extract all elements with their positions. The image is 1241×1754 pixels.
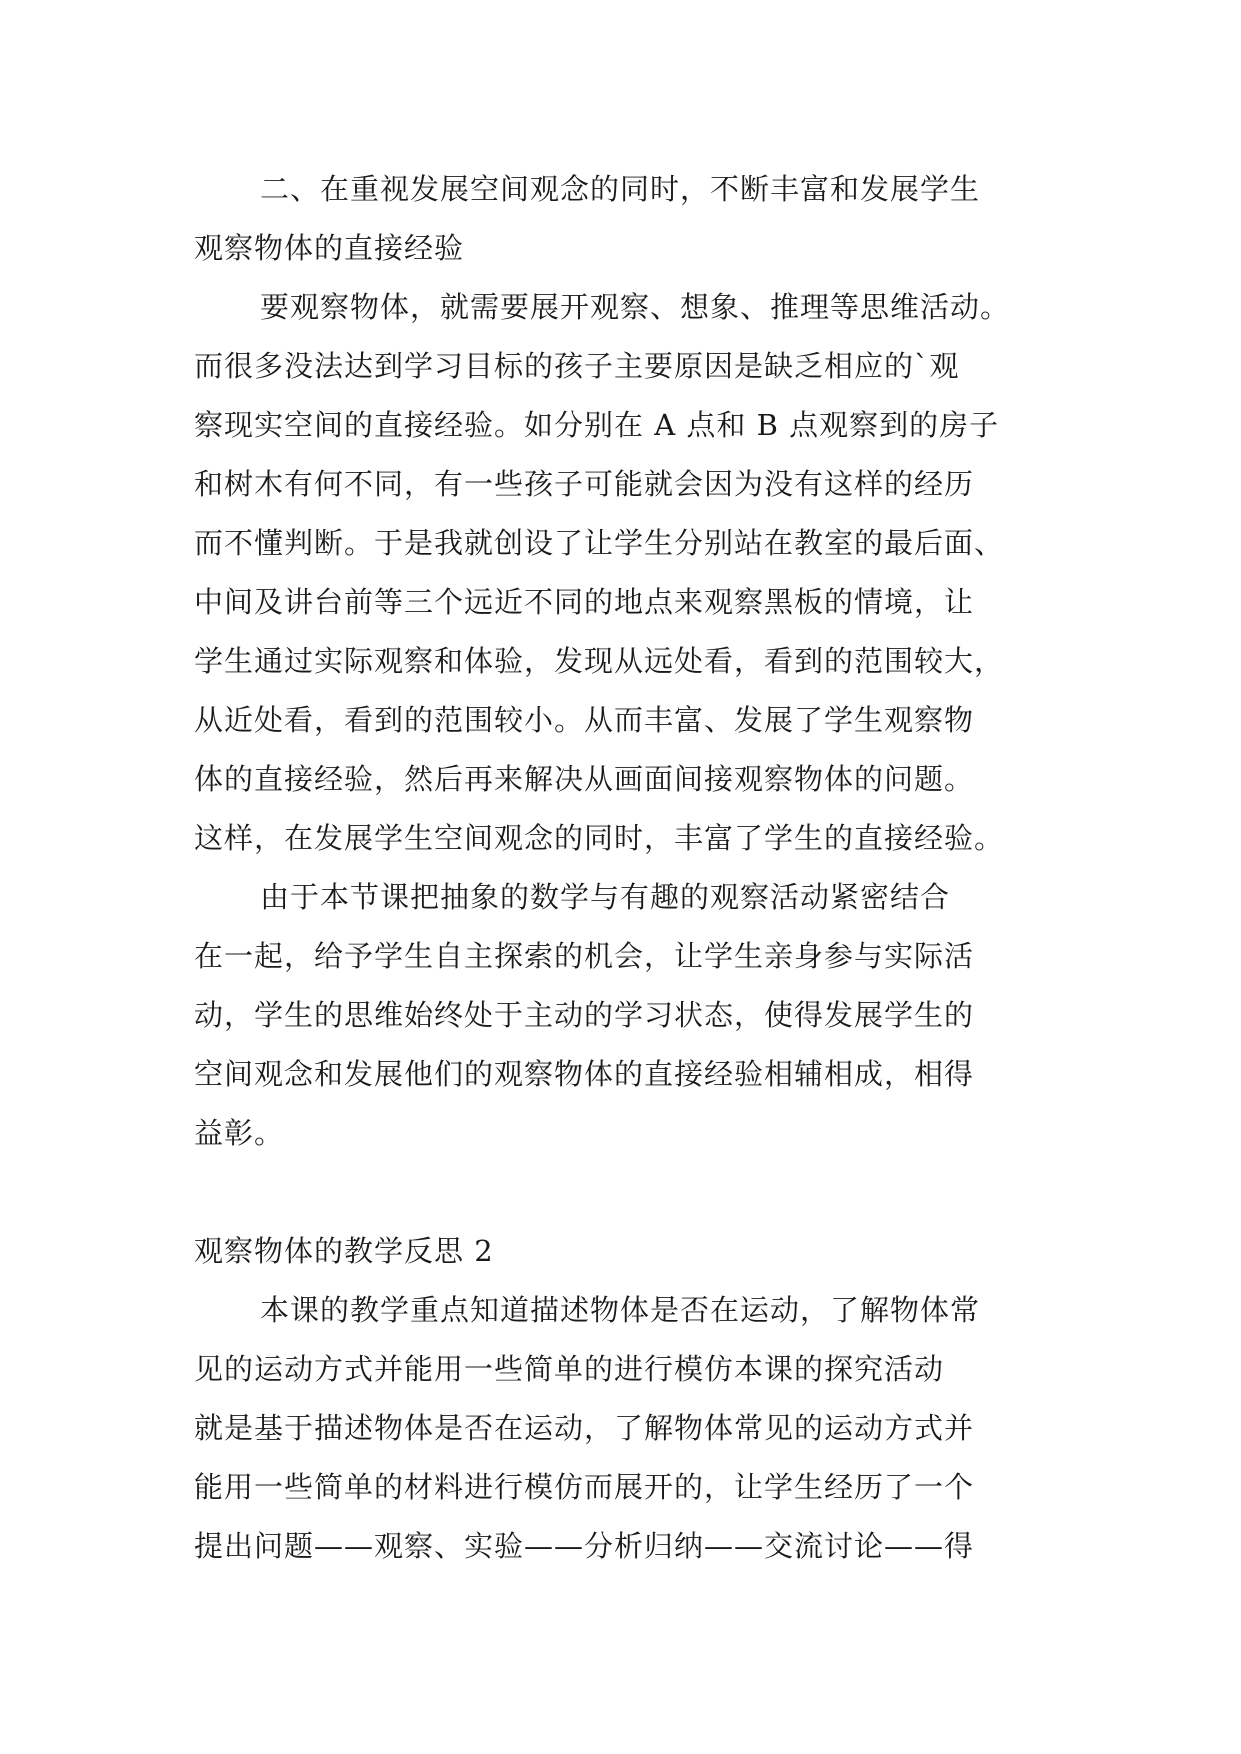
text-line: 提出问题——观察、实验——分析归纳——交流讨论——得 (194, 1529, 975, 1563)
text-line: 空间观念和发展他们的观察物体的直接经验相辅相成，相得 (194, 1057, 975, 1091)
paragraph-3 (194, 1281, 1054, 1576)
text-line: 这样，在发展学生空间观念的同时，丰富了学生的直接经验。 (194, 821, 1005, 855)
text-line: 在一起，给予学生自主探索的机会，让学生亲身参与实际活 (194, 939, 975, 973)
section-heading (194, 160, 1054, 278)
text-line: 中间及讲台前等三个远近不同的地点来观察黑板的情境，让 (194, 585, 975, 619)
text-line: 能用一些简单的材料进行模仿而展开的，让学生经历了一个 (194, 1470, 975, 1504)
text-line: 见的运动方式并能用一些简单的进行模仿本课的探究活动 (194, 1352, 945, 1386)
section-spacer (194, 1163, 1054, 1222)
text-line: 察现实空间的直接经验。如分别在 A 点和 B 点观察到的房子 (194, 408, 1000, 442)
text-line: 而不懂判断。于是我就创设了让学生分别站在教室的最后面、 (194, 526, 1005, 560)
heading-line: 观察物体的直接经验 (194, 231, 465, 265)
text-line: 从近处看，看到的范围较小。从而丰富、发展了学生观察物 (194, 703, 975, 737)
text-line: 要观察物体，就需要展开观察、想象、推理等思维活动。 (260, 290, 1011, 324)
text-line: 动，学生的思维始终处于主动的学习状态，使得发展学生的 (194, 998, 975, 1032)
text-line: 由于本节课把抽象的数学与有趣的观察活动紧密结合 (260, 880, 951, 914)
document-page (194, 160, 1054, 1576)
text-line: 体的直接经验，然后再来解决从画面间接观察物体的问题。 (194, 762, 975, 796)
text-line: 而很多没法达到学习目标的孩子主要原因是缺乏相应的`观 (194, 349, 960, 383)
text-line: 学生通过实际观察和体验，发现从远处看，看到的范围较大， (194, 644, 1005, 678)
section-title: 观察物体的教学反思 2 (194, 1234, 494, 1268)
text-line: 益彰。 (194, 1116, 285, 1150)
text-line: 和树木有何不同，有一些孩子可能就会因为没有这样的经历 (194, 467, 975, 501)
paragraph-2 (194, 868, 1054, 1163)
text-line: 本课的教学重点知道描述物体是否在运动，了解物体常 (260, 1293, 981, 1327)
paragraph-1 (194, 278, 1054, 868)
text-line: 就是基于描述物体是否在运动，了解物体常见的运动方式并 (194, 1411, 975, 1445)
heading-line: 二、在重视发展空间观念的同时，不断丰富和发展学生 (260, 172, 981, 206)
